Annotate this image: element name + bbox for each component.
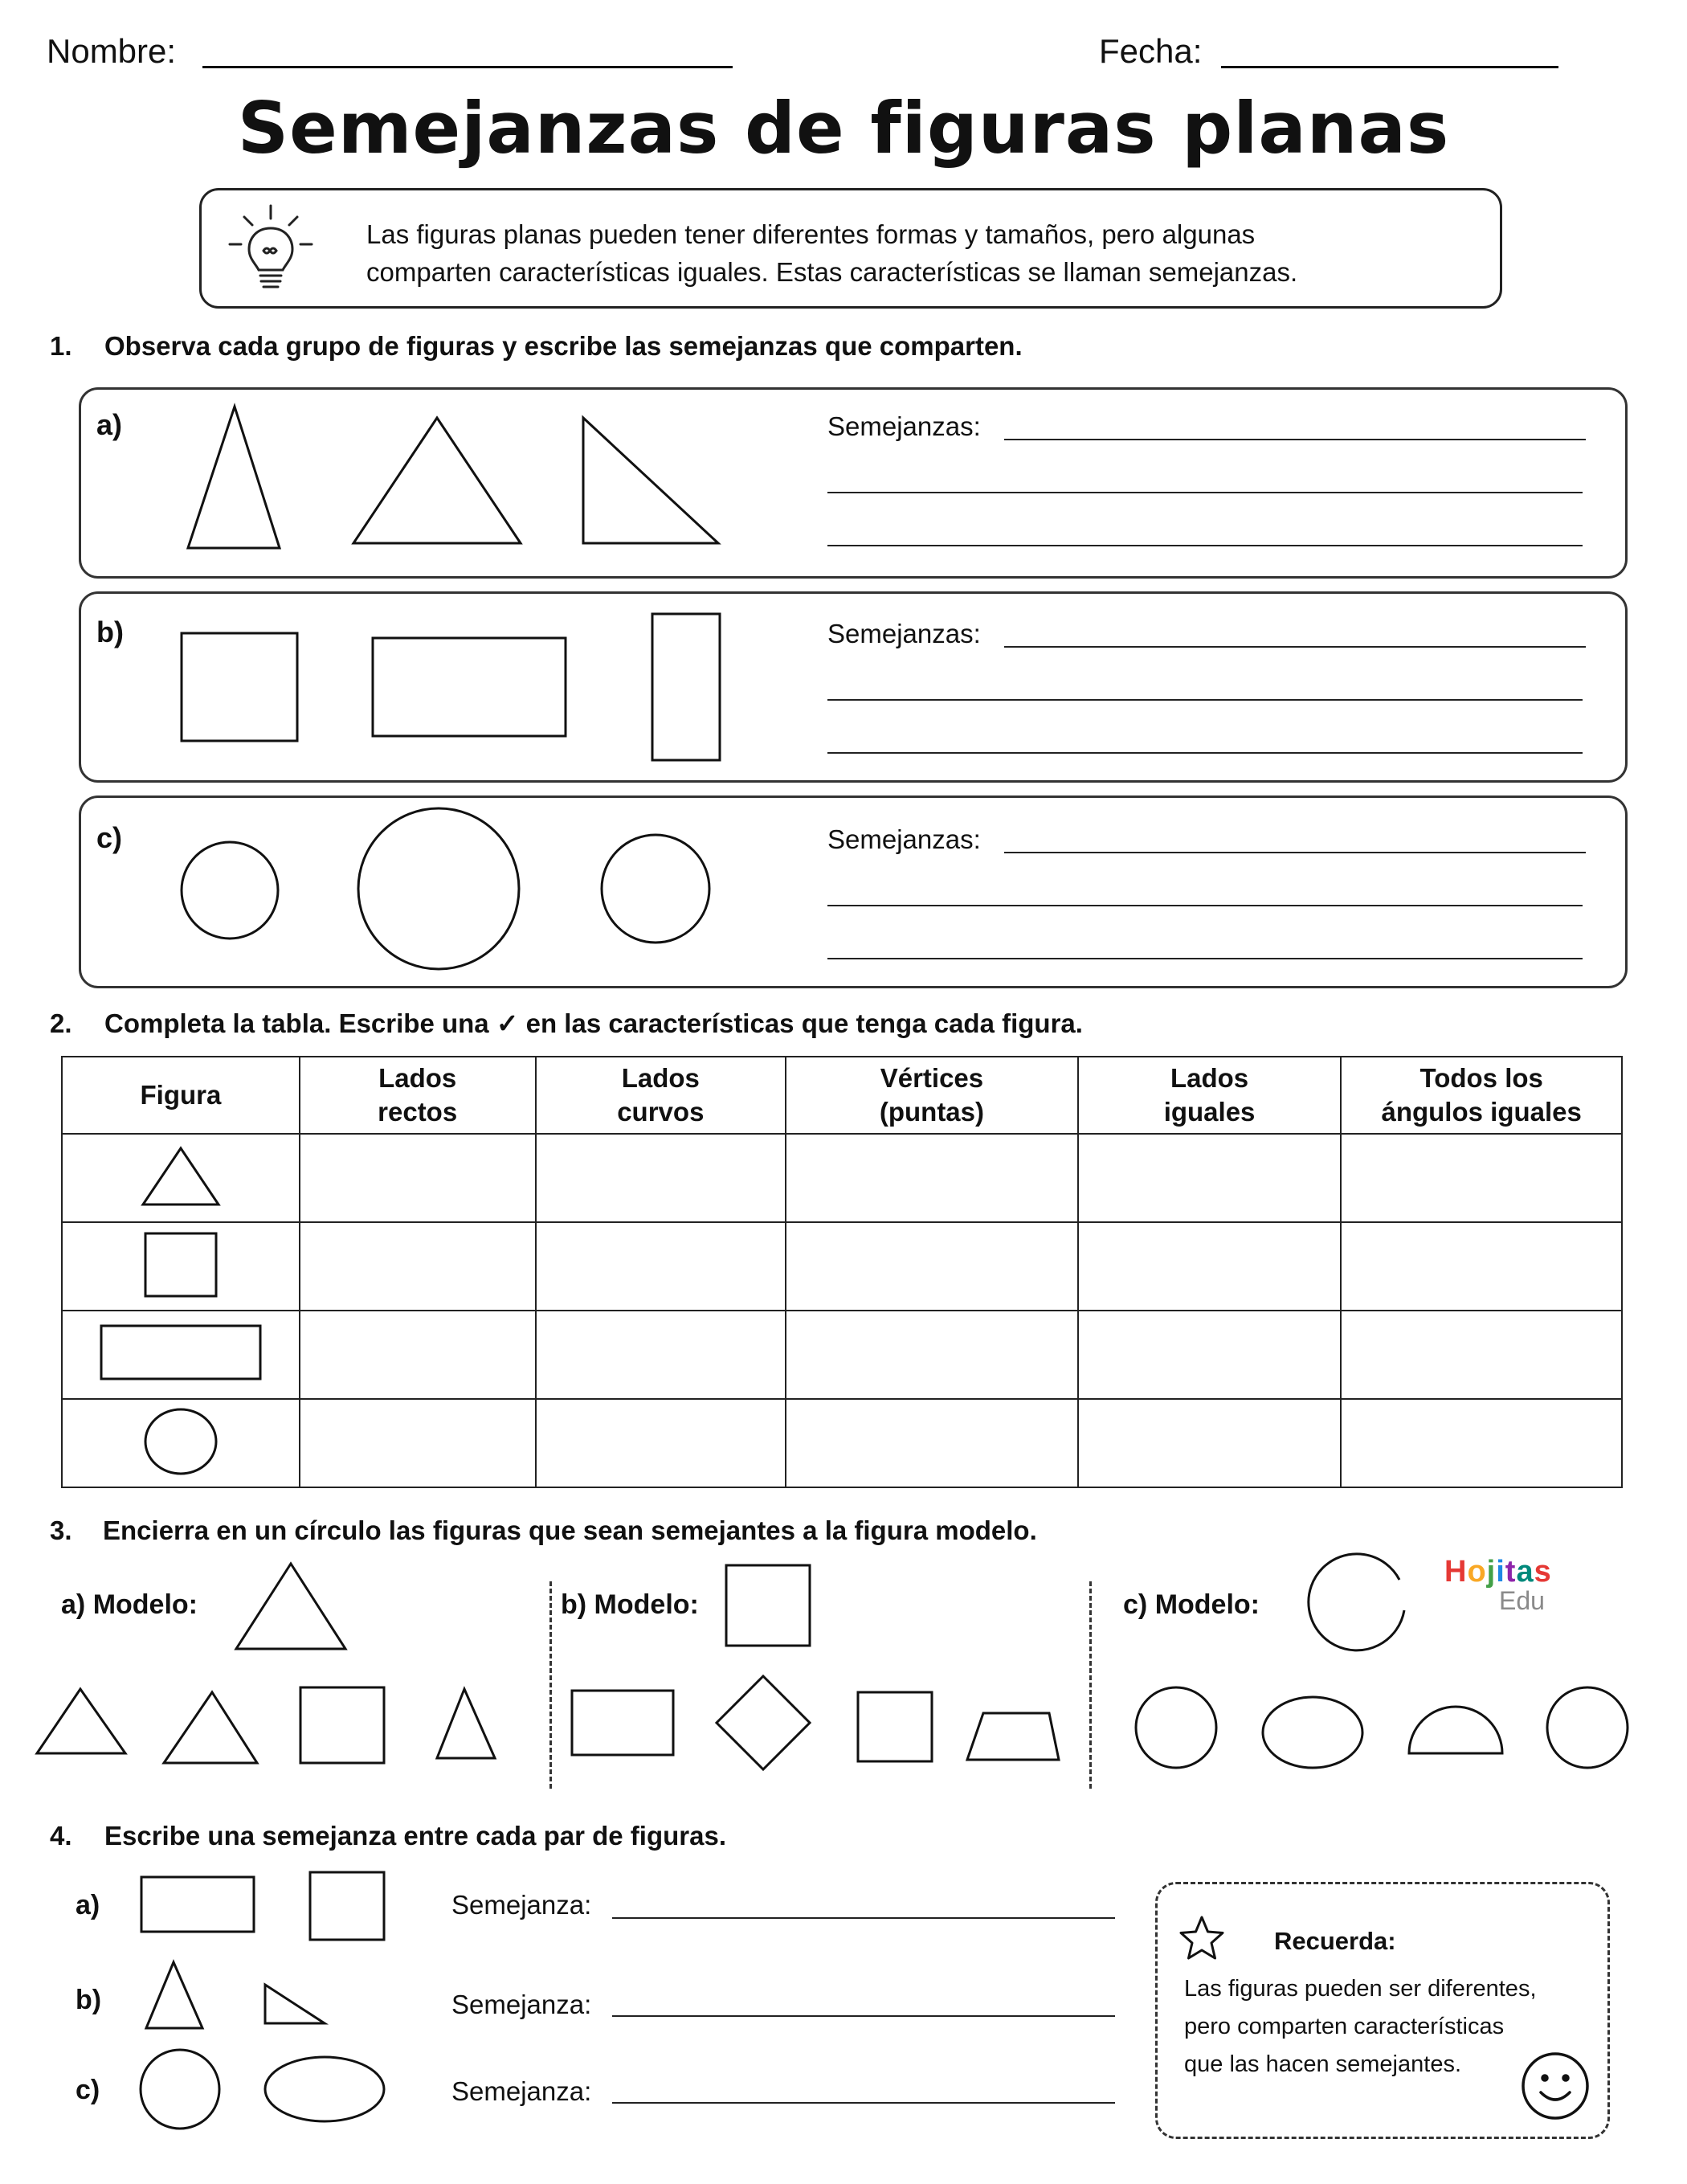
col-header-vertices: Vértices (puntas) bbox=[786, 1057, 1078, 1134]
brand-watermark: Hojitas bbox=[1444, 1555, 1552, 1589]
q4-pair-b-answer-line[interactable] bbox=[612, 2015, 1115, 2017]
q4a-rectangle bbox=[141, 1877, 254, 1932]
remember-title: Recuerda: bbox=[1274, 1927, 1396, 1955]
q4-pair-b-answer-label: Semejanza: bbox=[451, 1990, 592, 2019]
group-b-answer-label: Semejanzas: bbox=[827, 619, 981, 648]
q4-pair-c-answer-line[interactable] bbox=[612, 2102, 1115, 2104]
question-2-title: 2. Completa la tabla. Escribe una ✓ en las características que tenga cada figura. bbox=[50, 1008, 1083, 1038]
q4-pair-b-label: b) bbox=[76, 1985, 102, 2015]
date-label: Fecha: bbox=[1099, 32, 1203, 70]
page-title: Semejanzas de figuras planas bbox=[237, 87, 1450, 170]
q4b-right-triangle bbox=[265, 1985, 325, 2023]
group-a-label: a) bbox=[96, 408, 123, 441]
q4-pair-c-label: c) bbox=[76, 2075, 100, 2105]
q4a-square bbox=[310, 1872, 384, 1940]
q4-pair-a-label: a) bbox=[76, 1890, 100, 1920]
q4-pair-c-answer-label: Semejanza: bbox=[451, 2076, 592, 2106]
question-1-title: 1. Observa cada grupo de figuras y escribe las semejanzas que comparten. bbox=[50, 331, 1023, 361]
q4c-circle bbox=[141, 2050, 219, 2129]
group-a-answer-label: Semejanzas: bbox=[827, 411, 981, 441]
q4c-oval bbox=[265, 2057, 384, 2121]
question-4-title: 4. Escribe una semejanza entre cada par de figuras. bbox=[50, 1821, 726, 1851]
star-icon bbox=[1176, 1914, 1227, 1962]
q3-part-b-label: b) Modelo: bbox=[561, 1589, 699, 1620]
group-c-label: c) bbox=[96, 821, 123, 854]
col-header-angulos-iguales: Todos los ángulos iguales bbox=[1341, 1057, 1622, 1134]
group-c-answer-label: Semejanzas: bbox=[827, 824, 981, 854]
brand-sub: Edu bbox=[1499, 1586, 1545, 1615]
col-header-lados-rectos: Lados rectos bbox=[300, 1057, 536, 1134]
smiley-icon bbox=[1518, 2049, 1592, 2123]
col-header-lados-curvos: Lados curvos bbox=[536, 1057, 786, 1134]
group-b-label: b) bbox=[96, 616, 124, 648]
name-label: Nombre: bbox=[47, 32, 177, 70]
remember-text: Las figuras pueden ser diferentes, pero comparten características que las hacen semejantes. bbox=[1184, 1976, 1537, 2077]
col-header-lados-iguales: Lados iguales bbox=[1078, 1057, 1342, 1134]
q3-part-a-label: a) Modelo: bbox=[61, 1589, 198, 1620]
question-3-title: 3. Encierra en un círculo las figuras que sean semejantes a la figura modelo. bbox=[50, 1515, 1037, 1545]
col-header-figura: Figura bbox=[62, 1057, 300, 1134]
q4-pair-a-answer-label: Semejanza: bbox=[451, 1890, 592, 1920]
q4b-triangle bbox=[146, 1962, 202, 2028]
q4-pair-a-answer-line[interactable] bbox=[612, 1917, 1115, 1919]
intro-text: Las figuras planas pueden tener diferentes formas y tamaños, pero algunas comparten características iguales. Estas características se llaman semejanzas. bbox=[366, 219, 1298, 287]
q3-part-c-label: c) Modelo: bbox=[1123, 1589, 1260, 1620]
